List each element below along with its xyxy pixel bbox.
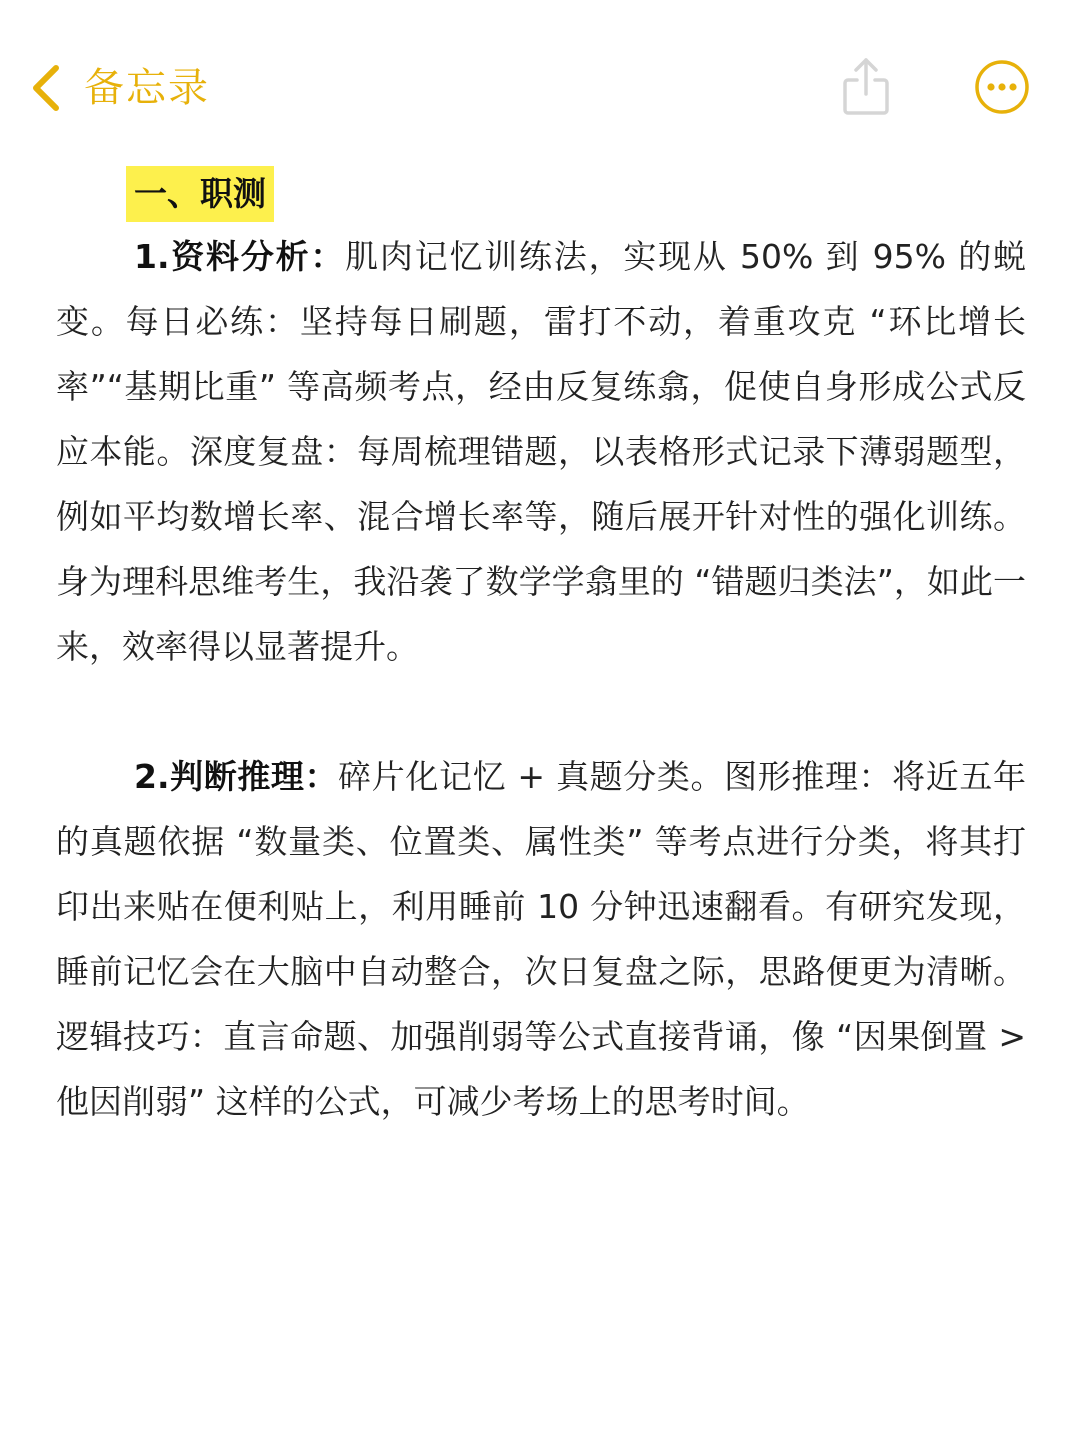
chevron-left-icon: [28, 60, 64, 116]
paragraph-text: 肌肉记忆训练法，实现从 50% 到 95% 的蜕变。每日必练：坚持每日刷题，雷打不动，着重攻克 “环比增长率”“基期比重” 等高频考点，经由反复练翕，促使自身形成公式反应本能。深度复盘：每周梳理错题，以表格形式记录下薄弱题型，例如平均数增长率、混合增长率等，随后展开针对性的强化训练。身为理科思维考生，我沿袭了数学学翕里的 “错题归类法”，如此一来，效率得以显著提升。: [56, 237, 1026, 666]
paragraph-data-analysis: [56, 224, 1026, 679]
more-icon[interactable]: [974, 59, 1030, 115]
section-heading: 一、职测: [126, 166, 274, 222]
paragraph-logical-reasoning: [56, 744, 1026, 1134]
paragraph-lead: 1.资料分析：: [134, 237, 346, 276]
navigation-bar: [0, 0, 1080, 170]
back-label: 备忘录: [84, 65, 210, 111]
heading-row: [126, 166, 1026, 222]
paragraph-text: 碎片化记忆 + 真题分类。图形推理：将近五年的真题依据 “数量类、位置类、属性类” 等考点进行分类，将其打印出来贴在便利贴上，利用睡前 10 分钟迅速翻看。有研究发现，睡前记忆会在大脑中自动整合，次日复盘之际，思路便更为清晰。逻辑技巧：直言命题、加强削弱等公式直接背诵，像 “因果倒置 > 他因削弱” 这样的公式，可减少考场上的思考时间。: [56, 757, 1027, 1121]
note-body[interactable]: [56, 166, 1026, 1134]
paragraph-lead: 2.判断推理：: [134, 757, 339, 796]
share-icon[interactable]: [840, 56, 892, 118]
back-button[interactable]: [28, 58, 210, 118]
